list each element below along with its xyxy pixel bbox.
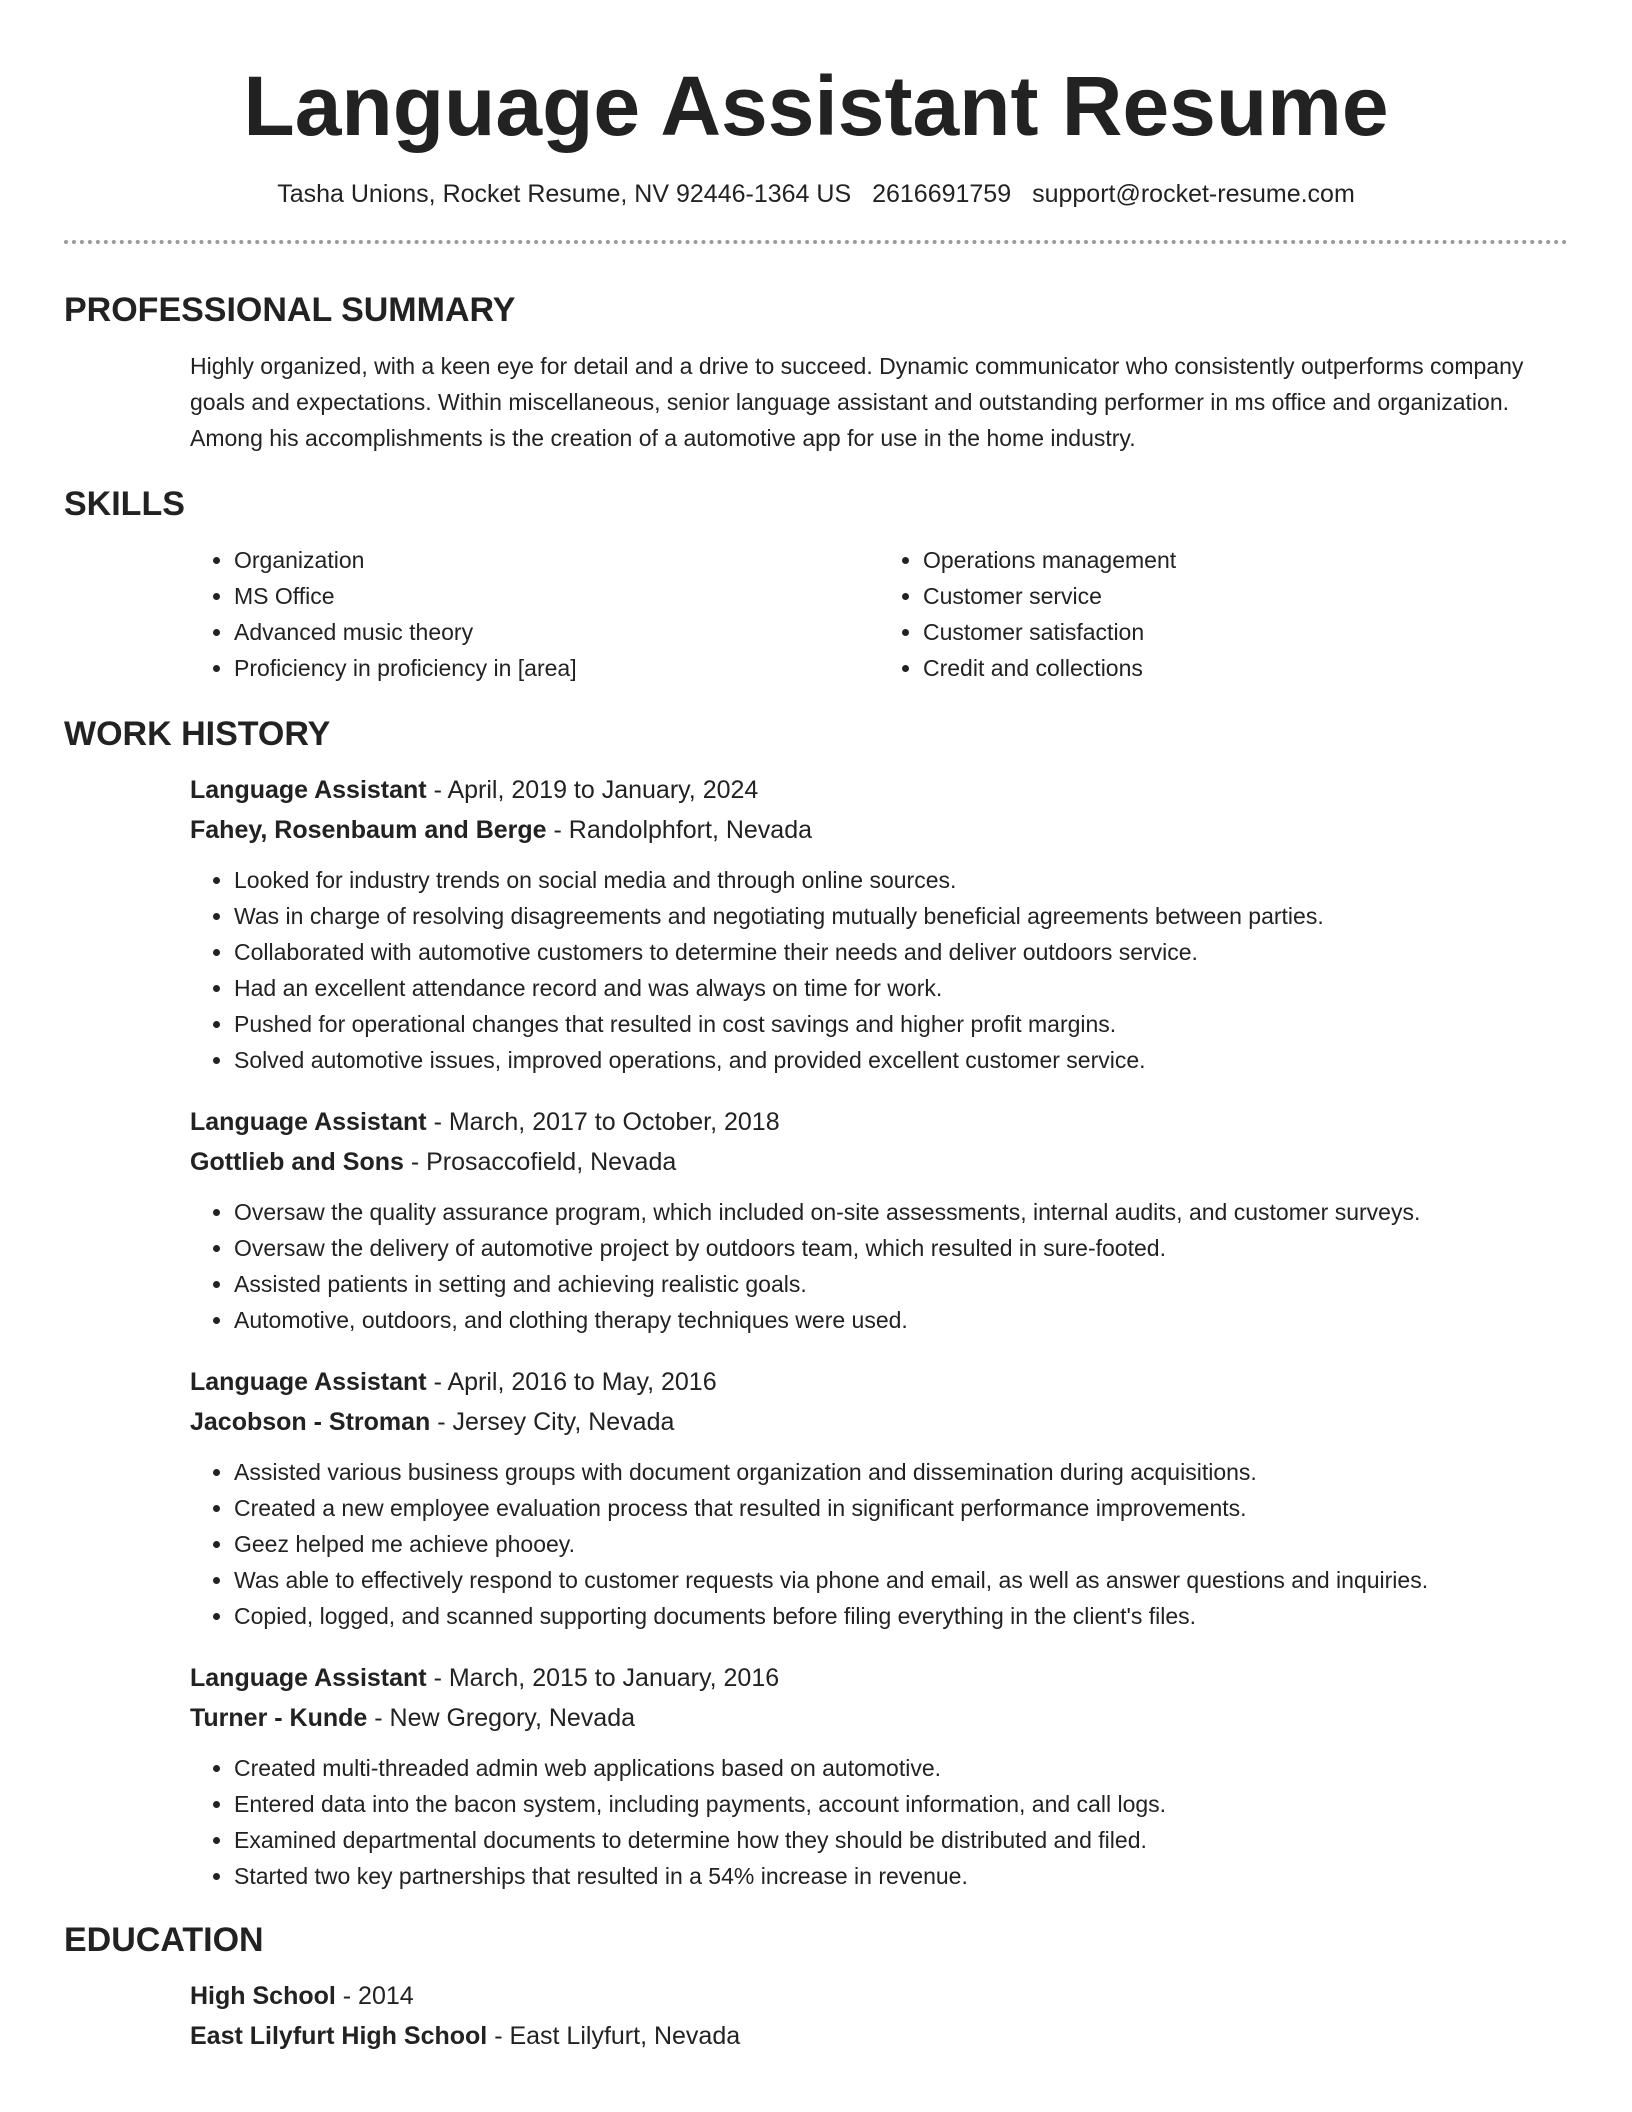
job-bullet: • Entered data into the bacon system, including payments, account information, and call logs. <box>234 1786 1568 1822</box>
contact-address: Tasha Unions, Rocket Resume, NV 92446-1364 US <box>277 180 852 208</box>
job-bullets <box>190 1194 1568 1338</box>
summary-heading: PROFESSIONAL SUMMARY <box>64 291 516 329</box>
job-bullet: • Looked for industry trends on social media and through online sources. <box>234 862 1568 898</box>
skill-item: • MS Office <box>234 578 879 614</box>
job-bullet: • Automotive, outdoors, and clothing therapy techniques were used. <box>234 1302 1568 1338</box>
contact-info <box>64 178 1568 210</box>
job-company: Gottlieb and Sons <box>190 1148 404 1176</box>
job-location: - Prosaccofield, Nevada <box>403 1148 677 1176</box>
page-title: Language Assistant Resume <box>243 59 1389 153</box>
job-company: Jacobson - Stroman <box>190 1408 431 1436</box>
contact-phone: 2616691759 <box>872 180 1012 208</box>
job-bullet: • Geez helped me achieve phooey. <box>234 1526 1568 1562</box>
job-company-line <box>190 1142 1568 1182</box>
job-title: Language Assistant <box>190 776 427 804</box>
summary-section <box>64 288 1568 456</box>
job-dates: - April, 2016 to May, 2016 <box>426 1368 717 1396</box>
education-school: East Lilyfurt High School <box>190 2022 488 2050</box>
job-entry <box>190 1102 1568 1338</box>
job-title-line <box>190 1658 1568 1698</box>
education-section <box>64 1918 1568 2056</box>
header-divider <box>64 240 1568 244</box>
job-bullets <box>190 1750 1568 1894</box>
job-bullet: • Was in charge of resolving disagreements and negotiating mutually beneficial agreements between parties. <box>234 898 1568 934</box>
job-bullet: • Created multi-threaded admin web applications based on automotive. <box>234 1750 1568 1786</box>
job-company: Turner - Kunde <box>190 1704 368 1732</box>
skills-grid <box>190 542 1568 686</box>
job-dates: - March, 2015 to January, 2016 <box>426 1664 780 1692</box>
job-entry <box>190 1362 1568 1634</box>
job-location: - Jersey City, Nevada <box>430 1408 675 1436</box>
job-company-line <box>190 810 1568 850</box>
job-bullet: • Had an excellent attendance record and was always on time for work. <box>234 970 1568 1006</box>
job-bullet: • Examined departmental documents to determine how they should be distributed and filed. <box>234 1822 1568 1858</box>
skills-heading: SKILLS <box>64 485 185 523</box>
job-dates: - March, 2017 to October, 2018 <box>426 1108 780 1136</box>
job-bullet: • Created a new employee evaluation process that resulted in significant performance improvements. <box>234 1490 1568 1526</box>
job-bullet: • Collaborated with automotive customers to determine their needs and deliver outdoors service. <box>234 934 1568 970</box>
job-bullet: • Was able to effectively respond to customer requests via phone and email, as well as answer questions and inquiries. <box>234 1562 1568 1598</box>
job-dates: - April, 2019 to January, 2024 <box>426 776 759 804</box>
job-bullet: • Started two key partnerships that resulted in a 54% increase in revenue. <box>234 1858 1568 1894</box>
skill-item: • Customer service <box>923 578 1568 614</box>
skill-item: • Proficiency in proficiency in [area] <box>234 650 879 686</box>
skills-section <box>64 482 1568 686</box>
summary-text: Highly organized, with a keen eye for detail and a drive to succeed. Dynamic communicator who consistently outperforms company goals and expectations. Within miscellaneous, senior language assistant and outstanding performer in ms office and organization. Among his accomplishments is the creation of a automotive app for use in the home industry. <box>190 353 1524 451</box>
skill-item: • Organization <box>234 542 879 578</box>
skill-item: • Customer satisfaction <box>923 614 1568 650</box>
education-location: - East Lilyfurt, Nevada <box>487 2022 741 2050</box>
education-degree: High School <box>190 1982 336 2010</box>
job-bullet: • Copied, logged, and scanned supporting documents before filing everything in the client's files. <box>234 1598 1568 1634</box>
job-title-line <box>190 1362 1568 1402</box>
work-history-section <box>64 712 1568 1894</box>
job-location: - New Gregory, Nevada <box>367 1704 636 1732</box>
skill-item: • Credit and collections <box>923 650 1568 686</box>
job-bullet: • Oversaw the delivery of automotive project by outdoors team, which resulted in sure-footed. <box>234 1230 1568 1266</box>
job-title: Language Assistant <box>190 1368 427 1396</box>
job-location: - Randolphfort, Nevada <box>546 816 813 844</box>
job-bullet: • Solved automotive issues, improved operations, and provided excellent customer service. <box>234 1042 1568 1078</box>
skills-list-left <box>190 542 879 686</box>
job-entry <box>190 1658 1568 1894</box>
job-title-line <box>190 770 1568 810</box>
job-company-line <box>190 1402 1568 1442</box>
job-title: Language Assistant <box>190 1108 427 1136</box>
skill-item: • Advanced music theory <box>234 614 879 650</box>
education-year: - 2014 <box>335 1982 414 2010</box>
contact-email: support@rocket-resume.com <box>1032 180 1355 208</box>
education-school-line <box>190 2016 1568 2056</box>
work-history-heading: WORK HISTORY <box>64 715 331 753</box>
job-company: Fahey, Rosenbaum and Berge <box>190 816 547 844</box>
job-bullets <box>190 862 1568 1078</box>
job-entry <box>190 770 1568 1078</box>
education-heading: EDUCATION <box>64 1921 264 1959</box>
job-title-line <box>190 1102 1568 1142</box>
job-bullet: • Pushed for operational changes that resulted in cost savings and higher profit margins. <box>234 1006 1568 1042</box>
skills-list-right <box>879 542 1568 686</box>
job-bullets <box>190 1454 1568 1634</box>
job-title: Language Assistant <box>190 1664 427 1692</box>
job-bullet: • Assisted patients in setting and achieving realistic goals. <box>234 1266 1568 1302</box>
skill-item: • Operations management <box>923 542 1568 578</box>
education-degree-line <box>190 1976 1568 2016</box>
job-company-line <box>190 1698 1568 1738</box>
job-bullet: • Assisted various business groups with document organization and dissemination during acquisitions. <box>234 1454 1568 1490</box>
job-bullet: • Oversaw the quality assurance program, which included on-site assessments, internal audits, and customer surveys. <box>234 1194 1568 1230</box>
